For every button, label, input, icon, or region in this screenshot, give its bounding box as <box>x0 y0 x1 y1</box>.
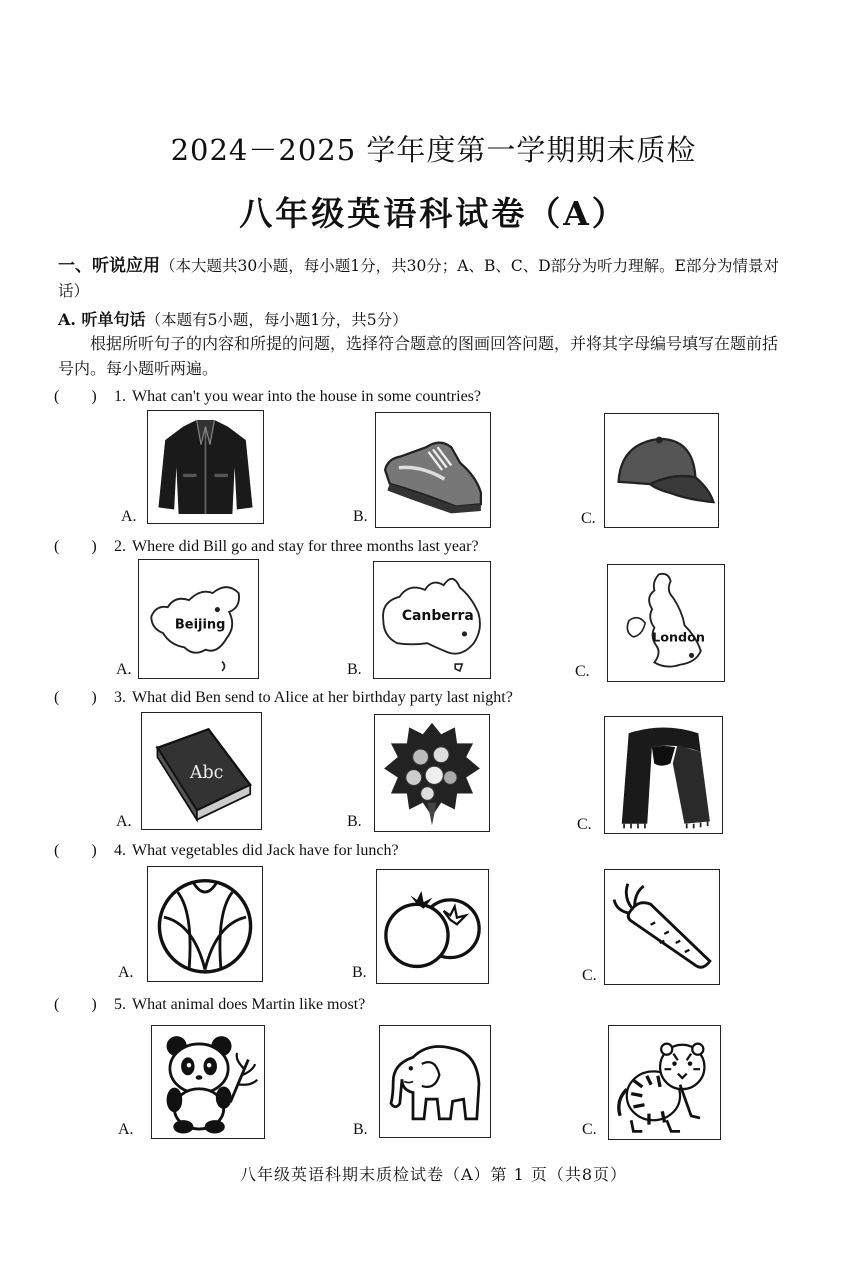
option-label-b: B. <box>347 661 362 678</box>
option-image-cabbage[interactable] <box>147 866 263 982</box>
option-label-a: A. <box>116 661 132 678</box>
option-label-a: A. <box>118 1121 134 1138</box>
question-text: What did Ben send to Alice at her birthday party last night? <box>132 689 513 706</box>
option-image-tiger[interactable] <box>608 1025 721 1140</box>
option-image-uk-map[interactable] <box>607 564 725 682</box>
question-4 <box>54 837 399 860</box>
option-label-b: B. <box>353 508 368 525</box>
answer-blank[interactable]: ( ) <box>54 842 97 859</box>
option-image-sneaker[interactable] <box>375 412 491 528</box>
subsection-title: A. 听单句话 <box>58 310 146 329</box>
option-image-scarf[interactable] <box>604 716 723 834</box>
question-number: 2. <box>114 538 126 555</box>
option-image-australia-map[interactable] <box>373 561 491 679</box>
option-image-elephant[interactable] <box>379 1025 491 1138</box>
option-label-a: A. <box>121 508 137 525</box>
option-label-b: B. <box>353 1121 368 1138</box>
option-label-c: C. <box>577 816 592 833</box>
option-label-c: C. <box>582 967 597 984</box>
subsection-note: （本题有5小题，每小题1分，共5分） <box>145 311 408 329</box>
elephant-icon <box>380 1026 490 1137</box>
question-3 <box>54 684 513 707</box>
carrot-icon <box>605 870 719 984</box>
option-label-b: B. <box>352 964 367 981</box>
option-label-b: B. <box>347 813 362 830</box>
answer-blank[interactable]: ( ) <box>54 996 97 1013</box>
option-label-a: A. <box>118 964 134 981</box>
option-image-carrot[interactable] <box>604 869 720 985</box>
question-number: 4. <box>114 842 126 859</box>
uk-map-icon <box>608 565 724 681</box>
question-number: 5. <box>114 996 126 1013</box>
option-image-panda[interactable] <box>151 1025 265 1139</box>
section-title: 一、听说应用 <box>58 256 160 276</box>
option-label-c: C. <box>575 663 590 680</box>
panda-icon <box>152 1026 264 1138</box>
svg-text:Beijing: Beijing <box>174 617 226 633</box>
answer-blank[interactable]: ( ) <box>54 689 97 706</box>
option-image-flowers[interactable] <box>374 714 490 832</box>
page-footer: 八年级英语科期末质检试卷（A）第 1 页（共8页） <box>239 1165 628 1184</box>
option-image-tomato[interactable] <box>376 869 489 984</box>
question-2 <box>54 533 479 556</box>
option-label-c: C. <box>581 510 596 527</box>
question-1 <box>54 383 481 406</box>
tomato-icon <box>377 870 488 983</box>
subsection-heading <box>58 307 408 330</box>
option-image-book[interactable] <box>141 712 262 830</box>
flowers-icon <box>375 715 489 831</box>
option-image-china-map[interactable] <box>138 559 259 679</box>
svg-text:Abc: Abc <box>189 762 224 783</box>
cap-icon <box>605 414 718 527</box>
exam-title-year: 2024－2025 学年度第一学期期末质检 <box>170 133 697 167</box>
answer-blank[interactable]: ( ) <box>54 388 97 405</box>
option-label-a: A. <box>116 813 132 830</box>
australia-map-icon <box>374 562 490 678</box>
book-icon <box>142 713 261 829</box>
svg-text:Canberra: Canberra <box>401 608 474 624</box>
exam-title-subject: 八年级英语科试卷（A） <box>239 194 628 233</box>
question-text: Where did Bill go and stay for three months last year? <box>132 538 479 555</box>
section-heading <box>58 254 798 304</box>
sneaker-icon <box>376 413 490 527</box>
china-map-icon <box>139 560 258 678</box>
option-label-c: C. <box>582 1121 597 1138</box>
section-note: （本大题共30小题，每小题1分，共30分；A、B、C、D部分为听力理解。E部分为情景对话） <box>58 257 779 300</box>
cabbage-icon <box>148 867 262 981</box>
question-text: What can't you wear into the house in some countries? <box>132 388 481 405</box>
question-number: 3. <box>114 689 126 706</box>
question-text: What vegetables did Jack have for lunch? <box>132 842 399 859</box>
tiger-icon <box>609 1026 720 1139</box>
jacket-icon <box>148 411 263 523</box>
question-text: What animal does Martin like most? <box>132 996 366 1013</box>
question-5 <box>54 991 365 1014</box>
option-image-jacket[interactable] <box>147 410 264 524</box>
answer-blank[interactable]: ( ) <box>54 538 97 555</box>
instruction-text: 根据所听句子的内容和所提的问题，选择符合题意的图画回答问题，并将其字母编号填写在题前括号内。每小题听两遍。 <box>58 334 779 378</box>
option-image-cap[interactable] <box>604 413 719 528</box>
question-number: 1. <box>114 388 126 405</box>
svg-text:London: London <box>652 630 706 646</box>
scarf-icon <box>605 717 722 833</box>
